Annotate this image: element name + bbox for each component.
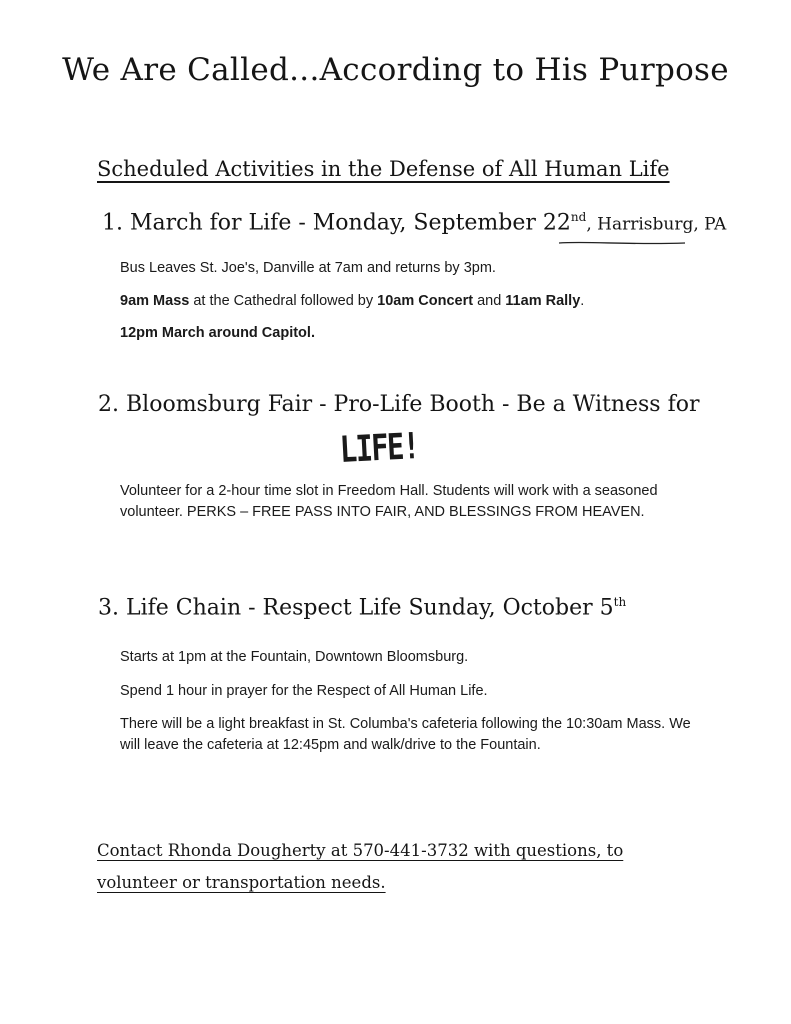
item-2-number: 2. xyxy=(98,392,119,417)
item-1-title-sup: nd xyxy=(570,210,587,224)
item-1-location: , Harrisburg, PA xyxy=(586,214,727,235)
page-title: We Are Called...According to His Purpose xyxy=(62,52,729,88)
item-2-title: Bloomsburg Fair - Pro-Life Booth - Be a Witness for xyxy=(126,392,700,417)
item-3-line-2: Spend 1 hour in prayer for the Respect of All Human Life. xyxy=(120,683,488,699)
item-1-rally-time: 11am Rally xyxy=(505,293,581,309)
item-1-line-2-text-a: at the Cathedral followed by xyxy=(189,293,378,309)
item-3-heading xyxy=(98,595,626,620)
item-2-paragraph: Volunteer for a 2-hour time slot in Freedom Hall. Students will work with a seasoned volunteer. PERKS – FREE PASS INTO FAIR, AND BLESSINGS FROM HEAVEN. xyxy=(120,483,658,520)
item-1-mass-time: 9am Mass xyxy=(120,293,190,309)
item-3-line-1: Starts at 1pm at the Fountain, Downtown Bloomsburg. xyxy=(120,649,469,665)
section-subtitle: Scheduled Activities in the Defense of All Human Life xyxy=(97,157,670,181)
item-2-heading xyxy=(98,392,700,417)
item-1-line-3: 12pm March around Capitol. xyxy=(120,325,315,341)
item-1-line-2-text-b: and xyxy=(473,293,506,309)
item-3-number: 3. xyxy=(98,595,119,621)
item-1-heading xyxy=(102,210,726,235)
item-1-title: March for Life - Monday, September 22 xyxy=(130,210,571,236)
item-1-line-2-text-c: . xyxy=(580,293,585,309)
item-1-concert-time: 10am Concert xyxy=(377,293,474,309)
item-1-line-2 xyxy=(120,290,710,312)
contact-info: Contact Rhonda Dougherty at 570-441-3732 with questions, to volunteer or transportation needs. xyxy=(97,841,624,892)
handwritten-life-text: LIFE! xyxy=(338,425,420,472)
item-3-title-sup: th xyxy=(613,595,627,609)
item-3-title: Life Chain - Respect Life Sunday, October 5 xyxy=(126,595,614,621)
item-1-line-1: Bus Leaves St. Joe's, Danville at 7am and returns by 3pm. xyxy=(120,260,496,276)
item-1-number: 1. xyxy=(102,210,123,236)
item-3-line-3: There will be a light breakfast in St. Columba's cafeteria following the 10:30am Mass. We will leave the cafeteria at 12:45pm and walk/drive to the Fountain. xyxy=(120,716,691,753)
handwritten-underline xyxy=(558,240,686,246)
